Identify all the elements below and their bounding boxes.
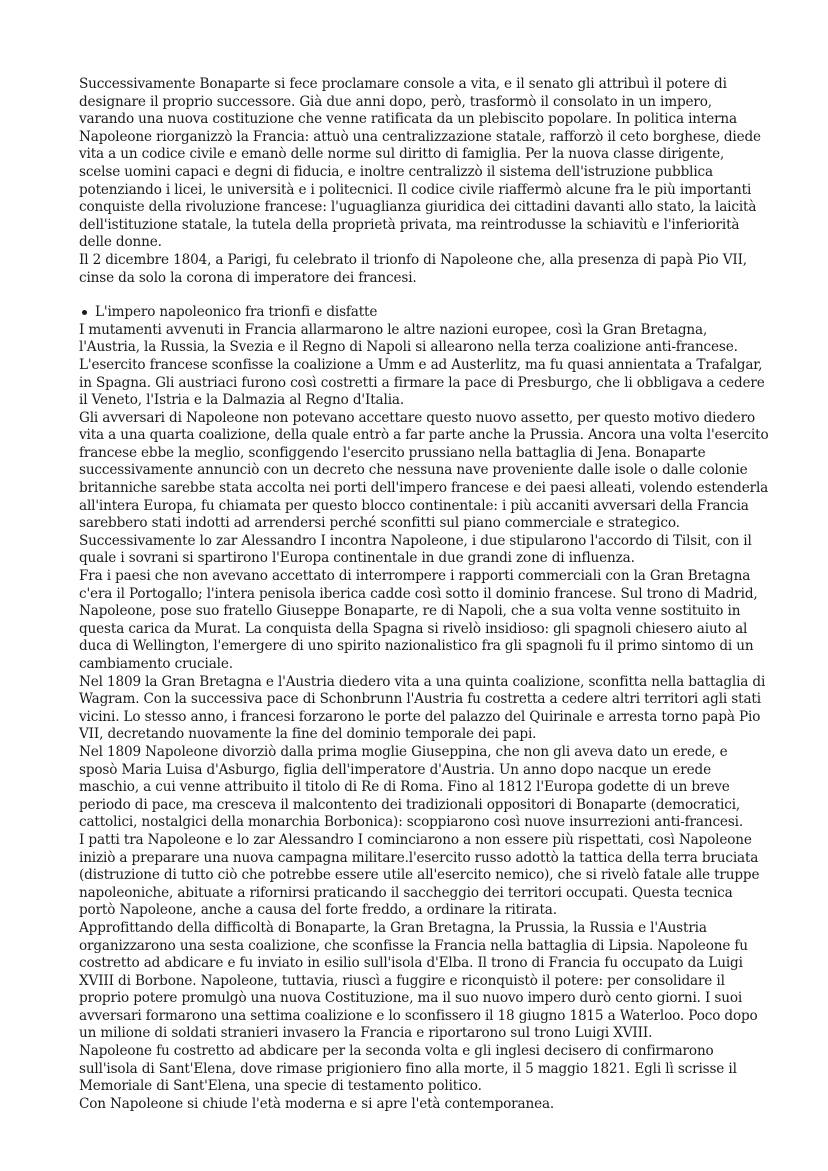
section-heading-text: L'impero napoleonico fra trionfi e disfatte (95, 304, 378, 321)
section-paragraph-8: Napoleone fu costretto ad abdicare per la seconda volta e gli inglesi decisero di confirmarono sull'isola di Sant'Elena, dove rimase prigioniero fino alla morte, il 5 maggio 1821. Egli lì scrisse il Memoriale di Sant'Elena, una specie di testamento politico. (79, 1043, 737, 1095)
section-paragraph-6: I patti tra Napoleone e lo zar Alessandro I cominciarono a non essere più rispettati, così Napoleone iniziò a preparare una nuova campagna militare.l'esercito russo adottò la tattica della terra bruciata (distruzione di tutto ciò che potrebbe essere utile all'esercito nemico), che si rivelò fatale alle truppe napoleoniche, abituate a rifornirsi praticando il saccheggio dei territori occupati. Questa tecnica portò Napoleone, anche a causa del forte freddo, a ordinare la ritirata. (79, 831, 760, 919)
section-spacer (79, 287, 769, 304)
section-paragraph-4: Nel 1809 la Gran Bretagna e l'Austria diedero vita a una quinta coalizione, sconfitta nella battaglia di Wagram. Con la successiva pace di Schonbrunn l'Austria fu costretta a cedere altri territori agli stati vicini. Lo stesso anno, i francesi forzarono le porte del palazzo del Quirinale e arresta torno papà Pio VII, decretando nuovamente la fine del dominio temporale dei papi. (79, 673, 766, 743)
section-paragraph-5: Nel 1809 Napoleone divorziò dalla prima moglie Giuseppina, che non gli aveva dato un erede, e sposò Maria Luisa d'Asburgo, figlia dell'imperatore d'Austria. Un anno dopo nacque un erede maschio, a cui venne attribuito il titolo di Re di Roma. Fino al 1812 l'Europa godette di un breve periodo di pace, ma cresceva il malcontento dei tradizionali oppositori di Bonaparte (democratici, cattolici, nostalgici della monarchia Borbonica): scoppiarono così nuove insurrezioni anti-francesi. (79, 743, 744, 831)
section-paragraph-2: Gli avversari di Napoleone non potevano accettare questo nuovo assetto, per questo motivo diedero vita a una quarta coalizione, della quale entrò a far parte anche la Prussia. Ancora una volta l'esercito francese ebbe la meglio, sconfiggendo l'esercito prussiano nella battaglia di Jena. Bonaparte successivamente annunciò con un decreto che nessuna nave proveniente dalle isole o dalle colonie britanniche sarebbe stata accolta nei porti dell'impero francese e dei paesi alleati, volendo estenderla all'intera Europa, fu chiamata per questo blocco continentale: i più accaniti avversari della Francia sarebbero stati indotti ad arrendersi perché sconfitti sul piano commerciale e strategico. Successivamente lo zar Alessandro I incontra Napoleone, i due stipularono l'accordo di Tilsit, con il quale i sovrani si spartirono l'Europa continentale in due grandi zone di influenza. (79, 409, 769, 567)
section-paragraph-1: I mutamenti avvenuti in Francia allarmarono le altre nazioni europee, così la Gran Bretagna, l'Austria, la Russia, la Svezia e il Regno di Napoli si allearono nella terza coalizione anti-francese. L'esercito francese sconfisse la coalizione a Umm e ad Austerlitz, ma fu quasi annientata a Trafalgar, in Spagna. Gli austriaci furono così costretti a firmare la pace di Presburgo, che li obbligava a cedere il Veneto, l'Istria e la Dalmazia al Regno d'Italia. (79, 321, 765, 409)
bullet-icon (82, 310, 87, 315)
section-paragraph-7: Approfittando della difficoltà di Bonaparte, la Gran Bretagna, la Prussia, la Russia e l'Austria organizzarono una sesta coalizione, che sconfisse la Francia nella battaglia di Lipsia. Napoleone fu costretto ad abdicare e fu inviato in esilio sull'isola d'Elba. Il trono di Francia fu occupato da Luigi XVIII di Borbone. Napoleone, tuttavia, riuscì a fuggire e riconquistò il potere: per consolidare il proprio potere promulgò una nuova Costituzione, ma il suo nuovo impero durò cento giorni. I suoi avversari formarono una settima coalizione e lo sconfissero il 18 giugno 1815 a Waterloo. Poco dopo un milione di soldati stranieri invasero la Francia e riportarono sul trono Luigi XVIII. (79, 919, 758, 1042)
section-paragraph-3: Fra i paesi che non avevano accettato di interrompere i rapporti commerciali con la Gran Bretagna c'era il Portogallo; l'intera penisola iberica cadde così sotto il dominio francese. Sul trono di Madrid, Napoleone, pose suo fratello Giuseppe Bonaparte, re di Napoli, che a sua volta venne sostituito in questa carica da Murat. La conquista della Spagna si rivelò insidioso: gli spagnoli chiesero aiuto al duca di Wellington, l'emergere di uno spirito nazionalistico fra gli spagnoli fu il primo sintomo di un cambiamento cruciale. (79, 568, 758, 672)
intro-paragraph-1: Successivamente Bonaparte si fece proclamare console a vita, e il senato gli attribuì il potere di designare il proprio successore. Già due anni dopo, però, trasformò il consolato in un impero, varando una nuova costituzione che venne ratificata da un plebiscito popolare. In politica interna Napoleone riorganizzò la Francia: attuò una centralizzazione statale, rafforzò il ceto borghese, diede vita a un codice civile e emanò delle norme sul diritto di famiglia. Per la nuova classe dirigente, scelse uomini capaci e degni di fiducia, e inoltre centralizzò il sistema dell'istruzione pubblica potenziando i licei, le università e i politecnici. Il codice civile riaffermò alcune fra le più importanti conquiste della rivoluzione francese: l'uguaglianza giuridica dei cittadini davanti allo stato, la laicità dell'istituzione statale, la tutela della proprietà privata, ma reintrodusse la schiavitù e l'inferiorità delle donne. (79, 76, 761, 251)
section-paragraph-9: Con Napoleone si chiude l'età moderna e si apre l'età contemporanea. (79, 1095, 555, 1112)
intro-paragraph-2: Il 2 dicembre 1804, a Parigi, fu celebrato il trionfo di Napoleone che, alla presenza di papà Pio VII, cinse da solo la corona di imperatore dei francesi. (79, 251, 747, 286)
document-page (79, 76, 769, 1113)
section-heading (79, 304, 769, 322)
